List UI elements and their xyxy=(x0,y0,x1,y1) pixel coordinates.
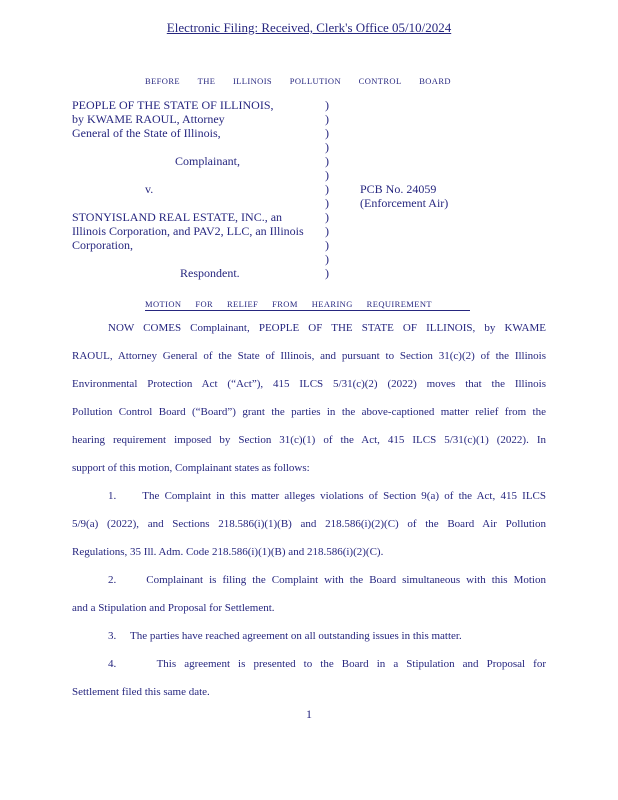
caption-row xyxy=(72,252,492,266)
caption-row xyxy=(72,266,492,280)
caption-row xyxy=(72,112,492,126)
title-word: RELIEF xyxy=(226,299,259,309)
caption-row xyxy=(72,140,492,154)
heading-word: CONTROL xyxy=(358,76,402,86)
body-line: and a Stipulation and Proposal for Settlement. xyxy=(72,602,275,614)
body-line: support of this motion, Complainant states as follows: xyxy=(72,462,310,474)
caption-left-text: Corporation, xyxy=(72,238,133,252)
caption-left-text: Respondent. xyxy=(180,266,240,280)
caption-row xyxy=(72,126,492,140)
caption-left-text: STONYISLAND REAL ESTATE, INC., an xyxy=(72,210,283,224)
caption-paren: ) xyxy=(325,196,329,210)
court-heading xyxy=(145,76,451,86)
title-word: REQUIREMENT xyxy=(366,299,432,309)
body-line: 2. Complainant is filing the Complaint with the Board simultaneous with this Motion xyxy=(108,574,546,586)
caption-paren: ) xyxy=(325,140,329,154)
caption-left-text: v. xyxy=(145,182,154,196)
body-line: 1. The Complaint in this matter alleges violations of Section 9(a) of the Act, 415 ILCS xyxy=(108,490,546,502)
case-caption xyxy=(72,98,492,280)
heading-word: POLLUTION xyxy=(289,76,341,86)
caption-paren: ) xyxy=(325,238,329,252)
heading-word: BEFORE xyxy=(145,76,180,86)
title-word: FROM xyxy=(272,299,298,309)
efiling-banner: Electronic Filing: Received, Clerk's Office 05/10/2024 xyxy=(166,20,452,35)
caption-row xyxy=(72,182,492,196)
caption-left-text: Complainant, xyxy=(175,154,240,168)
caption-paren: ) xyxy=(325,210,329,224)
caption-left-text: PEOPLE OF THE STATE OF ILLINOIS, xyxy=(72,98,274,112)
title-underline xyxy=(145,310,470,311)
body-line: 4. This agreement is presented to the Board in a Stipulation and Proposal for xyxy=(108,658,546,670)
caption-left-text: by KWAME RAOUL, Attorney xyxy=(72,112,225,126)
caption-paren: ) xyxy=(325,252,329,266)
body-line: NOW COMES Complainant, PEOPLE OF THE STATE OF ILLINOIS, by KWAME xyxy=(108,322,546,334)
docket-number: PCB No. 24059 xyxy=(360,182,437,196)
caption-row xyxy=(72,98,492,112)
caption-paren: ) xyxy=(325,182,329,196)
caption-row xyxy=(72,238,492,252)
body-line: Environmental Protection Act (“Act”), 415 ILCS 5/31(c)(2) (2022) moves that the Illinois xyxy=(72,378,546,390)
body-line: Settlement filed this same date. xyxy=(72,686,210,698)
body-line: Pollution Control Board (“Board”) grant the parties in the above-captioned matter relief from the xyxy=(72,406,546,418)
heading-word: BOARD xyxy=(419,76,451,86)
page-number: 1 xyxy=(306,707,312,721)
heading-word: ILLINOIS xyxy=(232,76,273,86)
body-line: RAOUL, Attorney General of the State of Illinois, and pursuant to Section 31(c)(2) of the Illinois xyxy=(72,350,546,362)
caption-paren: ) xyxy=(325,126,329,140)
caption-left-text: Illinois Corporation, and PAV2, LLC, an Illinois xyxy=(72,224,304,238)
caption-paren: ) xyxy=(325,98,329,112)
motion-title xyxy=(145,299,432,309)
body-line: 5/9(a) (2022), and Sections 218.586(i)(1)(B) and 218.586(i)(2)(C) of the Board Air Pollution xyxy=(72,518,546,530)
body-line: Regulations, 35 Ill. Adm. Code 218.586(i)(1)(B) and 218.586(i)(2)(C). xyxy=(72,546,384,558)
case-type: (Enforcement Air) xyxy=(360,196,449,210)
caption-paren: ) xyxy=(325,266,329,280)
caption-paren: ) xyxy=(325,154,329,168)
body-text xyxy=(72,314,546,706)
caption-row xyxy=(72,210,492,224)
caption-paren: ) xyxy=(325,112,329,126)
heading-word: THE xyxy=(197,76,216,86)
title-word: FOR xyxy=(195,299,214,309)
caption-row xyxy=(72,196,492,210)
title-word: HEARING xyxy=(311,299,353,309)
caption-row xyxy=(72,224,492,238)
body-line: 3. The parties have reached agreement on all outstanding issues in this matter. xyxy=(108,630,462,642)
title-word: MOTION xyxy=(145,299,182,309)
caption-paren: ) xyxy=(325,168,329,182)
caption-row xyxy=(72,154,492,168)
body-line: hearing requirement imposed by Section 31(c)(1) of the Act, 415 ILCS 5/31(c)(1) (2022). In xyxy=(72,434,546,446)
caption-row xyxy=(72,168,492,182)
caption-paren: ) xyxy=(325,224,329,238)
caption-left-text: General of the State of Illinois, xyxy=(72,126,221,140)
